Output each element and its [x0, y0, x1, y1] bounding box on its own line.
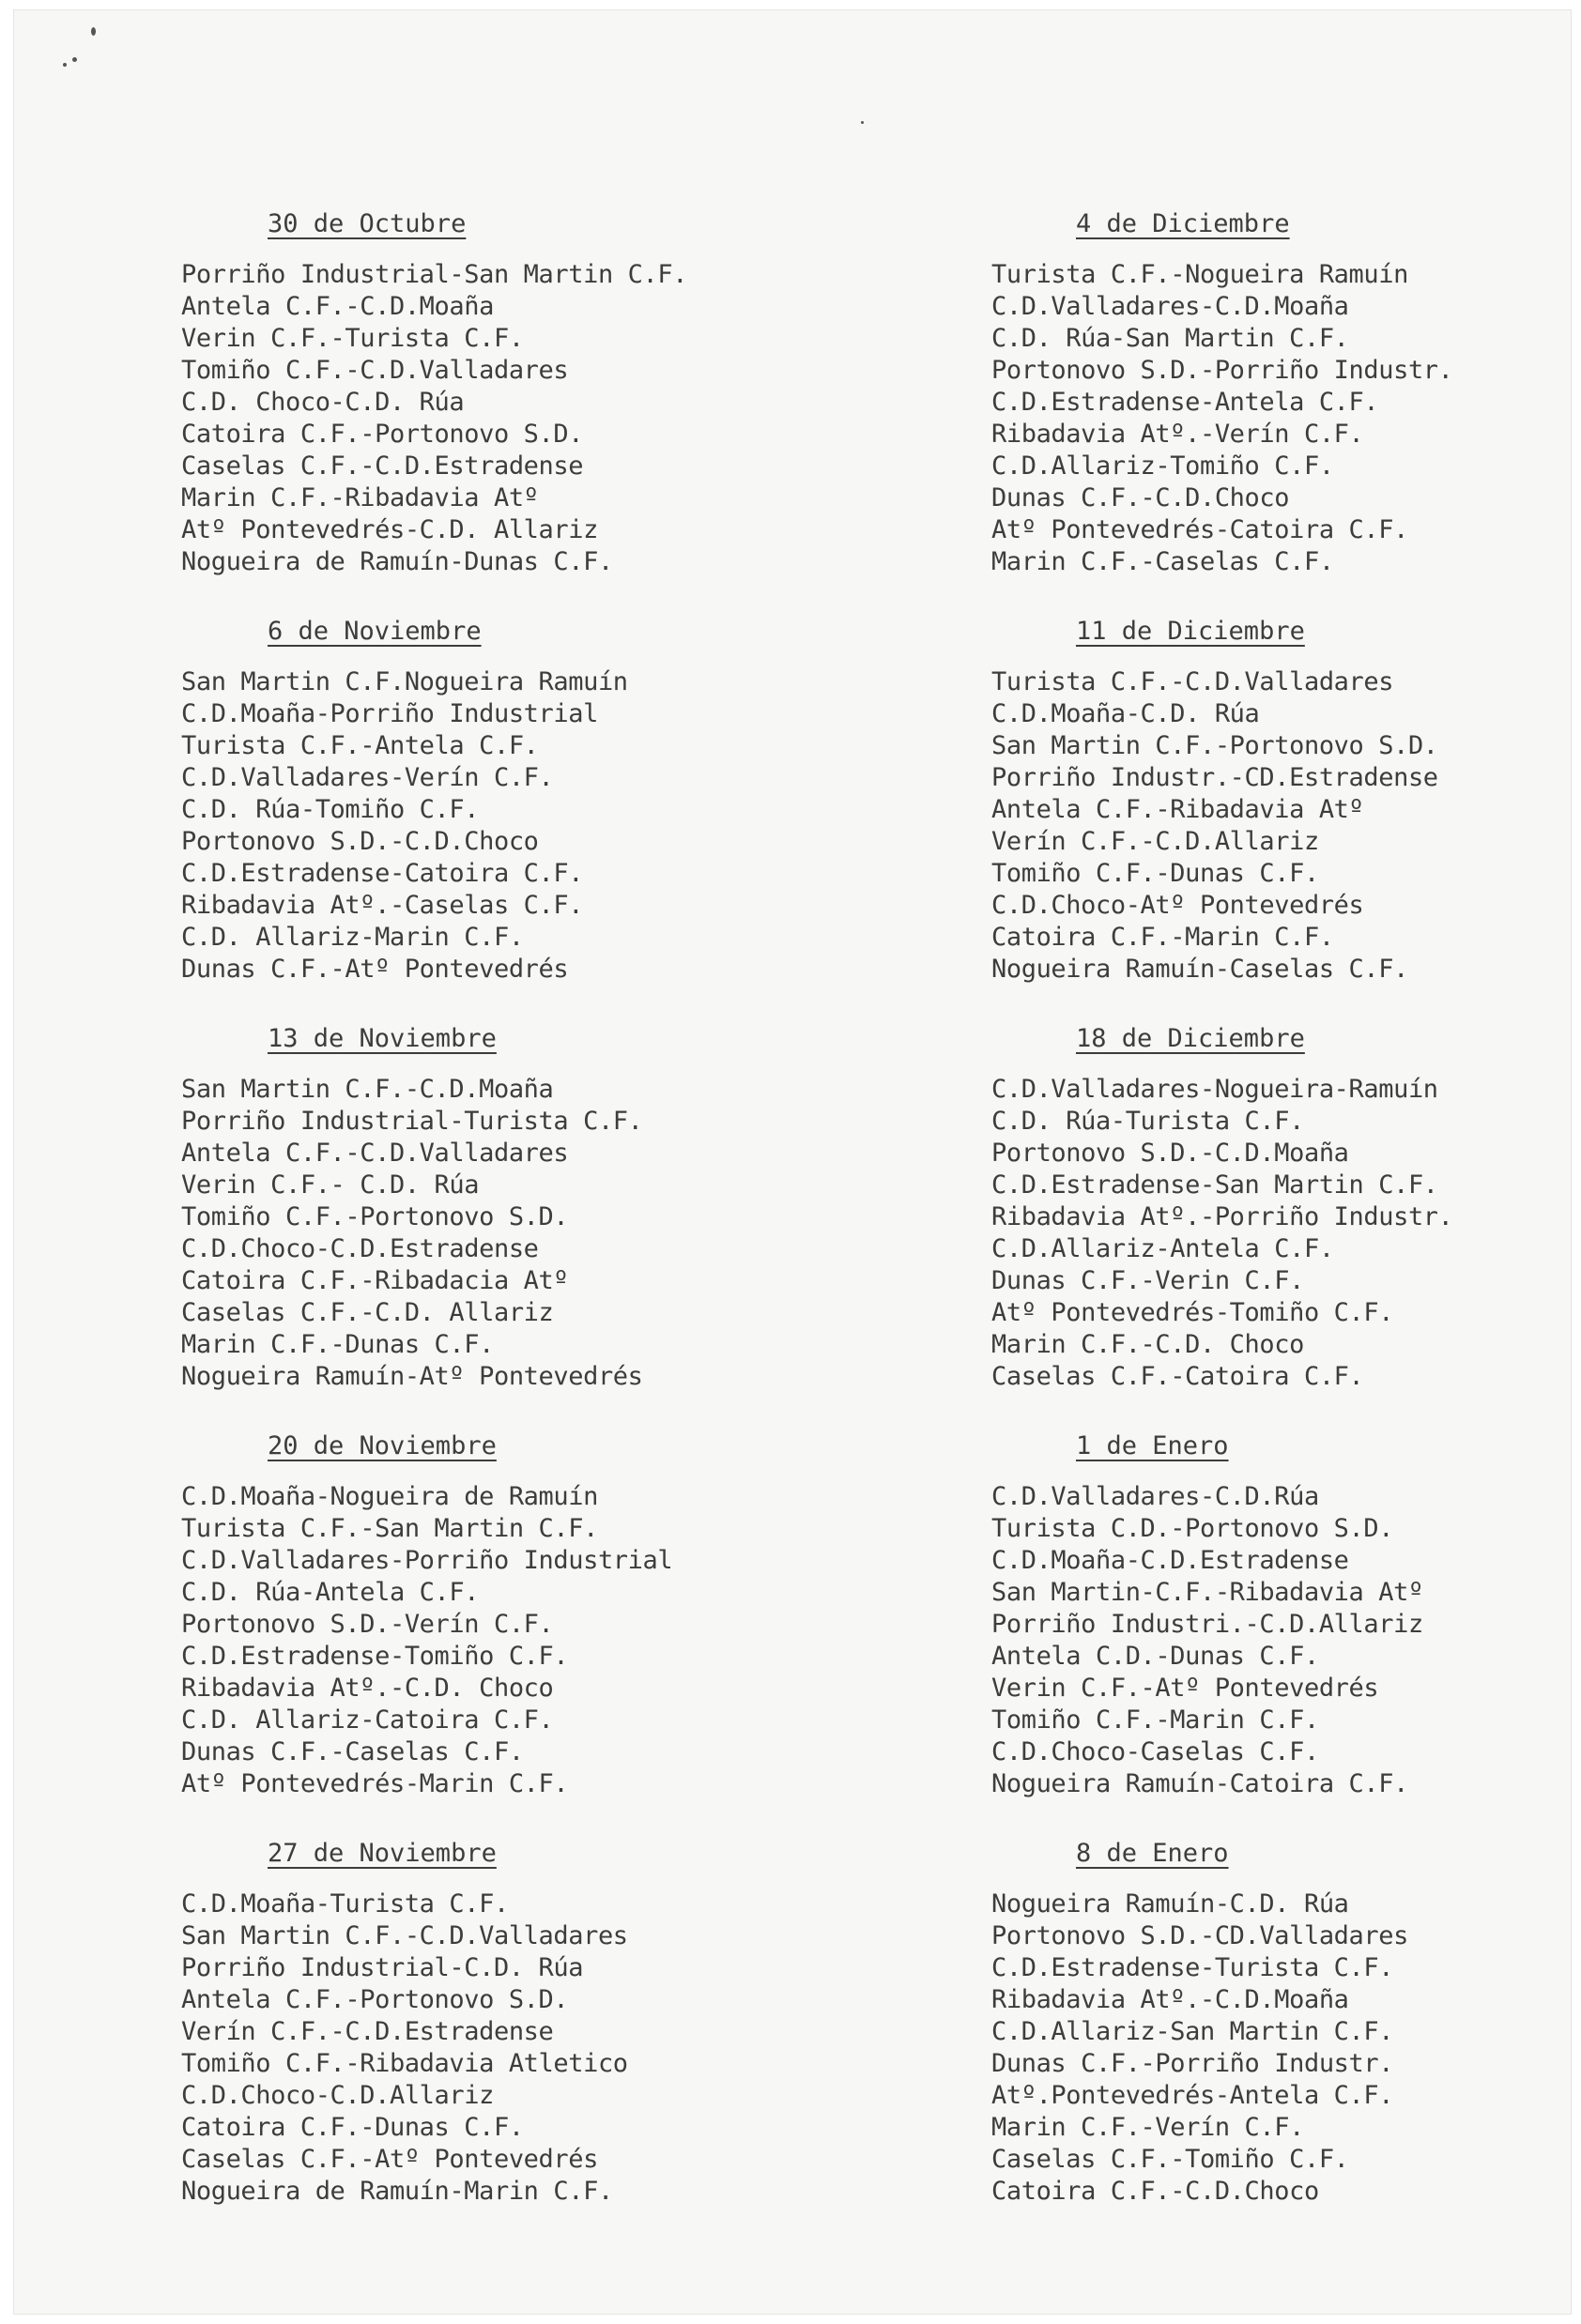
fixture-line: Turista C.D.-Portonovo S.D.	[991, 1514, 1394, 1543]
fixture-line: Marin C.F.-Ribadavia Atº	[181, 483, 539, 512]
fixture-line: Ribadavia Atº.-C.D.Moaña	[991, 1985, 1349, 2014]
fixture-line: Atº Pontevedrés-Tomiño C.F.	[991, 1298, 1394, 1327]
fixture-line: Portonovo S.D.-Verín C.F.	[181, 1610, 554, 1639]
fixture-line: C.D.Moaña-C.D.Estradense	[991, 1546, 1349, 1575]
fixture-line: San Martin C.F.-Portonovo S.D.	[991, 731, 1438, 760]
ink-speck	[63, 63, 67, 67]
fixture-line: Nogueira de Ramuín-Dunas C.F.	[181, 547, 613, 576]
fixture-line: C.D.Allariz-San Martin C.F.	[991, 2017, 1394, 2046]
matchday-block	[181, 1023, 782, 1393]
fixture-line: Antela C.D.-Dunas C.F.	[991, 1642, 1319, 1671]
fixture-line: Caselas C.F.-C.D.Estradense	[181, 451, 584, 481]
fixture-line: C.D.Valladares-Porriño Industrial	[181, 1546, 673, 1575]
fixture-line: Nogueira Ramuín-Atº Pontevedrés	[181, 1362, 643, 1391]
matchday-block	[181, 1430, 782, 1800]
matchday-block	[991, 1023, 1581, 1393]
fixture-line: Tomiño C.F.-Marin C.F.	[991, 1705, 1319, 1735]
fixture-line: Portonovo S.D.-CD.Valladares	[991, 1921, 1408, 1950]
fixture-line: Dunas C.F.-Atº Pontevedrés	[181, 955, 569, 984]
fixture-line: Porriño Industrial-C.D. Rúa	[181, 1953, 584, 1982]
fixture-line: Dunas C.F.-C.D.Choco	[991, 483, 1290, 512]
matchday-date: 13 de Noviembre	[268, 1024, 497, 1053]
fixture-line: Antela C.F.-C.D.Valladares	[181, 1139, 569, 1168]
fixture-line: C.D.Moaña-Porriño Industrial	[181, 699, 598, 728]
ink-speck	[861, 121, 864, 124]
fixture-line: C.D. Rúa-Turista C.F.	[991, 1107, 1304, 1136]
fixture-line: C.D.Choco-Atº Pontevedrés	[991, 891, 1364, 920]
fixture-line: Dunas C.F.-Caselas C.F.	[181, 1737, 524, 1766]
ink-speck	[91, 27, 96, 36]
matchday-date: 18 de Diciembre	[1076, 1024, 1305, 1053]
fixture-line: Nogueira Ramuín-Caselas C.F.	[991, 955, 1408, 984]
fixture-line: Dunas C.F.-Porriño Industr.	[991, 2049, 1394, 2078]
fixture-line: San Martin-C.F.-Ribadavia Atº	[991, 1578, 1423, 1607]
fixture-line: Atº Pontevedrés-C.D. Allariz	[181, 515, 598, 544]
fixture-line: Porriño Industr.-CD.Estradense	[991, 763, 1438, 792]
matchday-date: 8 de Enero	[1076, 1839, 1229, 1868]
fixture-line: C.D.Allariz-Tomiño C.F.	[991, 451, 1334, 481]
fixture-line: C.D.Choco-C.D.Allariz	[181, 2081, 494, 2110]
fixture-line: Antela C.F.-Ribadavia Atº	[991, 795, 1364, 824]
fixture-line: Caselas C.F.-Tomiño C.F.	[991, 2145, 1349, 2174]
fixture-line: C.D.Choco-Caselas C.F.	[991, 1737, 1319, 1766]
matchday-block	[991, 1838, 1581, 2208]
fixture-line: Portonovo S.D.-Porriño Industr.	[991, 356, 1453, 385]
fixture-line: C.D.Valladares-Nogueira-Ramuín	[991, 1075, 1438, 1104]
fixture-line: Marin C.F.-C.D. Choco	[991, 1330, 1304, 1359]
fixture-line: Catoira C.F.-Ribadacia Atº	[181, 1266, 569, 1295]
matchday-date: 1 de Enero	[1076, 1431, 1229, 1460]
fixture-line: Nogueira Ramuín-Catoira C.F.	[991, 1769, 1408, 1798]
fixture-line: Marin C.F.-Verín C.F.	[991, 2113, 1304, 2142]
fixture-line: Tomiño C.F.-C.D.Valladares	[181, 356, 569, 385]
fixture-line: C.D.Estradense-Turista C.F.	[991, 1953, 1394, 1982]
fixture-line: Catoira C.F.-Dunas C.F.	[181, 2113, 524, 2142]
fixture-line: Turista C.F.-Antela C.F.	[181, 731, 539, 760]
fixture-line: Ribadavia Atº.-Verín C.F.	[991, 420, 1364, 449]
fixture-line: Ribadavia Atº.-Porriño Industr.	[991, 1202, 1453, 1231]
fixture-line: Ribadavia Atº.-C.D. Choco	[181, 1674, 554, 1703]
fixture-line: Turista C.F.-San Martin C.F.	[181, 1514, 598, 1543]
fixture-line: Catoira C.F.-Marin C.F.	[991, 923, 1334, 952]
fixture-line: Verín C.F.-C.D.Estradense	[181, 2017, 554, 2046]
fixture-line: Atº Pontevedrés-Catoira C.F.	[991, 515, 1408, 544]
fixture-line: Verín C.F.-C.D.Allariz	[991, 827, 1319, 856]
fixture-line: C.D.Choco-C.D.Estradense	[181, 1234, 539, 1263]
fixture-line: Catoira C.F.-Portonovo S.D.	[181, 420, 584, 449]
fixture-line: C.D. Allariz-Marin C.F.	[181, 923, 524, 952]
fixture-line: C.D. Rúa-Antela C.F.	[181, 1578, 480, 1607]
fixture-line: C.D.Allariz-Antela C.F.	[991, 1234, 1334, 1263]
fixture-line: Dunas C.F.-Verin C.F.	[991, 1266, 1304, 1295]
fixture-line: Atº Pontevedrés-Marin C.F.	[181, 1769, 569, 1798]
fixture-line: Caselas C.F.-Atº Pontevedrés	[181, 2145, 598, 2174]
fixture-line: Turista C.F.-C.D.Valladares	[991, 667, 1394, 696]
fixture-line: C.D.Moaña-Turista C.F.	[181, 1889, 509, 1919]
matchday-block	[991, 208, 1581, 578]
matchday-date: 4 de Diciembre	[1076, 209, 1290, 238]
fixture-line: C.D.Moaña-Nogueira de Ramuín	[181, 1482, 598, 1511]
fixture-line: Tomiño C.F.-Portonovo S.D.	[181, 1202, 569, 1231]
fixture-line: Verin C.F.-Turista C.F.	[181, 324, 524, 353]
fixture-line: Nogueira Ramuín-C.D. Rúa	[991, 1889, 1349, 1919]
matchday-date: 11 de Diciembre	[1076, 617, 1305, 646]
fixture-line: Verin C.F.-Atº Pontevedrés	[991, 1674, 1379, 1703]
fixture-line: Turista C.F.-Nogueira Ramuín	[991, 260, 1408, 289]
fixture-line: Marin C.F.-Caselas C.F.	[991, 547, 1334, 576]
matchday-date: 30 de Octubre	[268, 209, 467, 238]
fixture-line: C.D.Estradense-Catoira C.F.	[181, 859, 584, 888]
matchday-date: 20 de Noviembre	[268, 1431, 497, 1460]
fixture-line: Tomiño C.F.-Ribadavia Atletico	[181, 2049, 628, 2078]
matchday-date: 6 de Noviembre	[268, 617, 482, 646]
fixture-line: Antela C.F.-Portonovo S.D.	[181, 1985, 569, 2014]
fixture-line: Atº.Pontevedrés-Antela C.F.	[991, 2081, 1394, 2110]
fixture-column-left	[181, 208, 782, 2245]
ink-speck	[72, 57, 77, 62]
fixture-line: C.D.Estradense-San Martin C.F.	[991, 1170, 1438, 1200]
fixture-line: Ribadavia Atº.-Caselas C.F.	[181, 891, 584, 920]
matchday-block	[181, 208, 782, 578]
fixture-line: Porriño Industrial-Turista C.F.	[181, 1107, 643, 1136]
matchday-block	[181, 1838, 782, 2208]
fixture-line: C.D.Valladares-C.D.Moaña	[991, 292, 1349, 321]
fixture-line: Porriño Industrial-San Martin C.F.	[181, 260, 688, 289]
matchday-block	[991, 616, 1581, 986]
matchday-date: 27 de Noviembre	[268, 1839, 497, 1868]
fixture-line: Marin C.F.-Dunas C.F.	[181, 1330, 494, 1359]
fixture-line: Verin C.F.- C.D. Rúa	[181, 1170, 480, 1200]
fixture-line: Caselas C.F.-C.D. Allariz	[181, 1298, 554, 1327]
fixture-line: C.D.Valladares-C.D.Rúa	[991, 1482, 1319, 1511]
fixture-line: C.D. Choco-C.D. Rúa	[181, 388, 465, 417]
fixture-line: C.D. Rúa-San Martin C.F.	[991, 324, 1349, 353]
fixture-line: C.D.Moaña-C.D. Rúa	[991, 699, 1260, 728]
fixture-line: Portonovo S.D.-C.D.Choco	[181, 827, 539, 856]
matchday-block	[181, 616, 782, 986]
matchday-block	[991, 1430, 1581, 1800]
fixture-line: San Martin C.F.Nogueira Ramuín	[181, 667, 628, 696]
fixture-line: Antela C.F.-C.D.Moaña	[181, 292, 494, 321]
fixture-line: San Martin C.F.-C.D.Valladares	[181, 1921, 628, 1950]
fixture-line: C.D.Valladares-Verín C.F.	[181, 763, 554, 792]
fixture-line: C.D. Rúa-Tomiño C.F.	[181, 795, 480, 824]
fixture-line: Portonovo S.D.-C.D.Moaña	[991, 1139, 1349, 1168]
fixture-line: C.D.Estradense-Antela C.F.	[991, 388, 1379, 417]
fixture-line: San Martin C.F.-C.D.Moaña	[181, 1075, 554, 1104]
fixture-line: Tomiño C.F.-Dunas C.F.	[991, 859, 1319, 888]
fixture-line: Catoira C.F.-C.D.Choco	[991, 2177, 1319, 2206]
fixture-column-right	[991, 208, 1581, 2245]
fixture-line: C.D. Allariz-Catoira C.F.	[181, 1705, 554, 1735]
fixture-line: Porriño Industri.-C.D.Allariz	[991, 1610, 1423, 1639]
fixture-line: Nogueira de Ramuín-Marin C.F.	[181, 2177, 613, 2206]
fixture-line: C.D.Estradense-Tomiño C.F.	[181, 1642, 569, 1671]
fixture-line: Caselas C.F.-Catoira C.F.	[991, 1362, 1364, 1391]
